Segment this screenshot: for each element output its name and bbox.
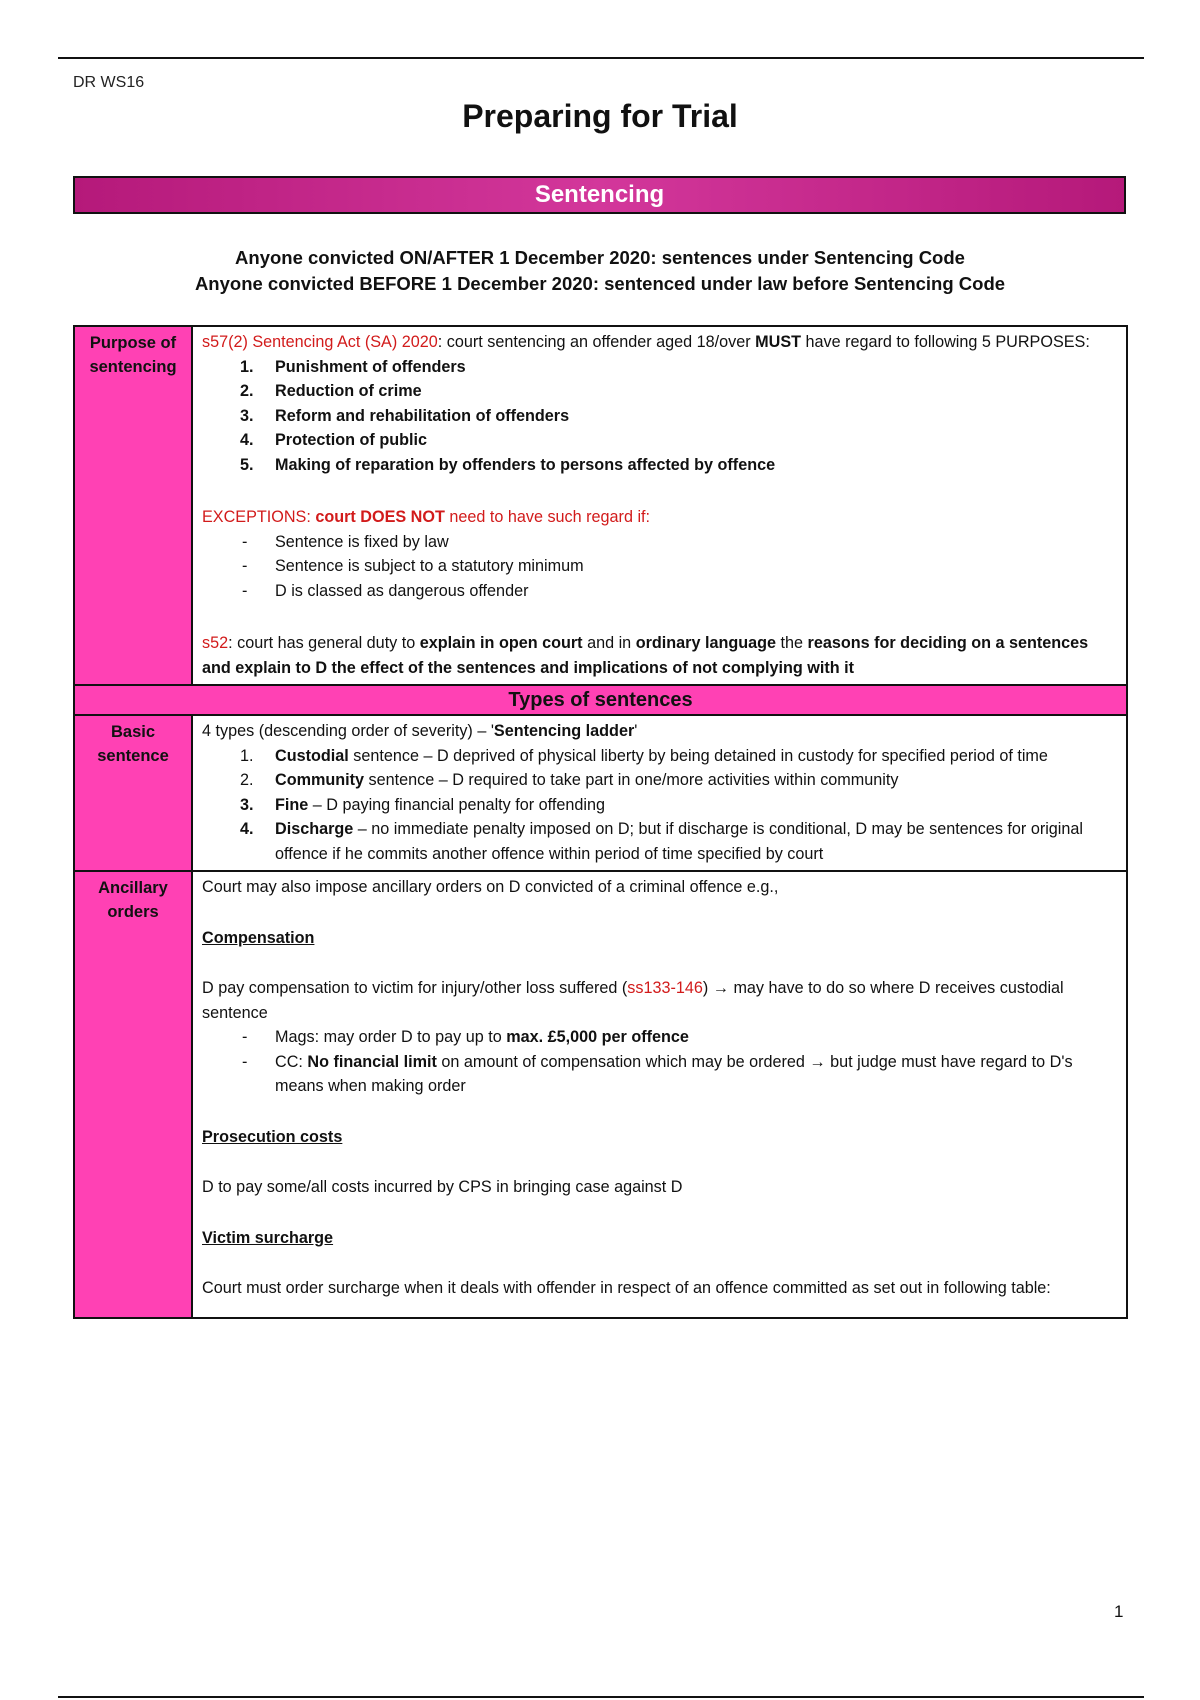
document-code: DR WS16 xyxy=(73,74,145,91)
ancillary-intro: Court may also impose ancillary orders on D convicted of a criminal offence e.g., xyxy=(202,878,779,896)
list-item: 1. Punishment of offenders xyxy=(240,357,466,376)
exceptions-list xyxy=(202,530,1118,604)
ancillary-row xyxy=(74,871,1127,1318)
list-item: - Mags: may order D to pay up to max. £5,000 per offence xyxy=(242,1028,689,1046)
list-item: 3. Fine – D paying financial penalty for offending xyxy=(240,795,605,814)
sentencing-ladder-list xyxy=(202,744,1118,867)
list-item: - Sentence is subject to a statutory minimum xyxy=(242,557,584,575)
prosecution-costs-text: D to pay some/all costs incurred by CPS in bringing case against D xyxy=(202,1178,683,1196)
compensation-text: D pay compensation to victim for injury/other loss suffered (ss133-146) → may have to do so where D receives custodial sentence xyxy=(202,979,1064,1022)
compensation-heading: Compensation xyxy=(202,928,315,947)
basic-content xyxy=(192,715,1127,871)
list-item: 2. Reduction of crime xyxy=(240,382,422,400)
purposes-list xyxy=(202,355,1118,478)
list-item: - Sentence is fixed by law xyxy=(242,532,449,551)
list-item: - CC: No financial limit on amount of compensation which may be ordered → but judge must have regard to D's means when making order xyxy=(242,1052,1073,1095)
list-item: 1. Custodial sentence – D deprived of physical liberty by being detained in custody for specified period of time xyxy=(240,746,1048,765)
page-title: Preparing for Trial xyxy=(462,98,738,134)
exceptions-heading: EXCEPTIONS: court DOES NOT need to have such regard if: xyxy=(202,508,651,526)
bottom-rule xyxy=(58,1696,1144,1698)
list-item: 5. Making of reparation by offenders to persons affected by offence xyxy=(240,455,776,474)
basic-row xyxy=(74,715,1127,871)
victim-surcharge-heading: Victim surcharge xyxy=(202,1228,334,1247)
purpose-row xyxy=(74,326,1127,685)
victim-surcharge-text: Court must order surcharge when it deals with offender in respect of an offence committed as set out in following table: xyxy=(202,1279,1051,1297)
statute-ref: s57(2) Sentencing Act (SA) 2020 xyxy=(202,333,438,351)
section-banner: Sentencing xyxy=(73,176,1126,214)
list-item: 4. Discharge – no immediate penalty imposed on D; but if discharge is conditional, D may be sentences for original offence if he commits another offence within period of time specified by court xyxy=(240,820,1084,863)
basic-intro: 4 types (descending order of severity) – 'Sentencing ladder' xyxy=(202,722,638,740)
sentencing-table xyxy=(73,325,1128,1319)
list-item: 2. Community sentence – D required to take part in one/more activities within community xyxy=(240,771,899,789)
list-item: - D is classed as dangerous offender xyxy=(242,581,529,600)
duty-paragraph: s52: court has general duty to explain in open court and in ordinary language the reasons for deciding on a sentences and explain to D the effect of the sentences and implications of not complying with it xyxy=(202,634,1089,677)
purpose-label: Purpose of sentencing xyxy=(74,326,192,685)
types-header-row xyxy=(74,685,1127,715)
basic-label: Basic sentence xyxy=(74,715,192,871)
prosecution-costs-heading: Prosecution costs xyxy=(202,1127,343,1146)
compensation-list xyxy=(202,1025,1118,1099)
types-header: Types of sentences xyxy=(74,685,1127,715)
ancillary-content xyxy=(192,871,1127,1318)
list-item: 3. Reform and rehabilitation of offenders xyxy=(240,406,570,425)
intro-line-1: Anyone convicted ON/AFTER 1 December 2020: sentences under Sentencing Code xyxy=(235,247,965,268)
top-rule xyxy=(58,57,1144,59)
page-number: 1 xyxy=(1114,1602,1124,1621)
ancillary-label: Ancillary orders xyxy=(74,871,192,1318)
purpose-content xyxy=(192,326,1127,685)
intro-text xyxy=(0,245,1200,297)
intro-line-2: Anyone convicted BEFORE 1 December 2020: sentenced under law before Sentencing Code xyxy=(194,273,1006,294)
purpose-intro: s57(2) Sentencing Act (SA) 2020: court sentencing an offender aged 18/over MUST have regard to following 5 PURPOSES: xyxy=(202,333,1090,351)
list-item: 4. Protection of public xyxy=(240,431,427,449)
